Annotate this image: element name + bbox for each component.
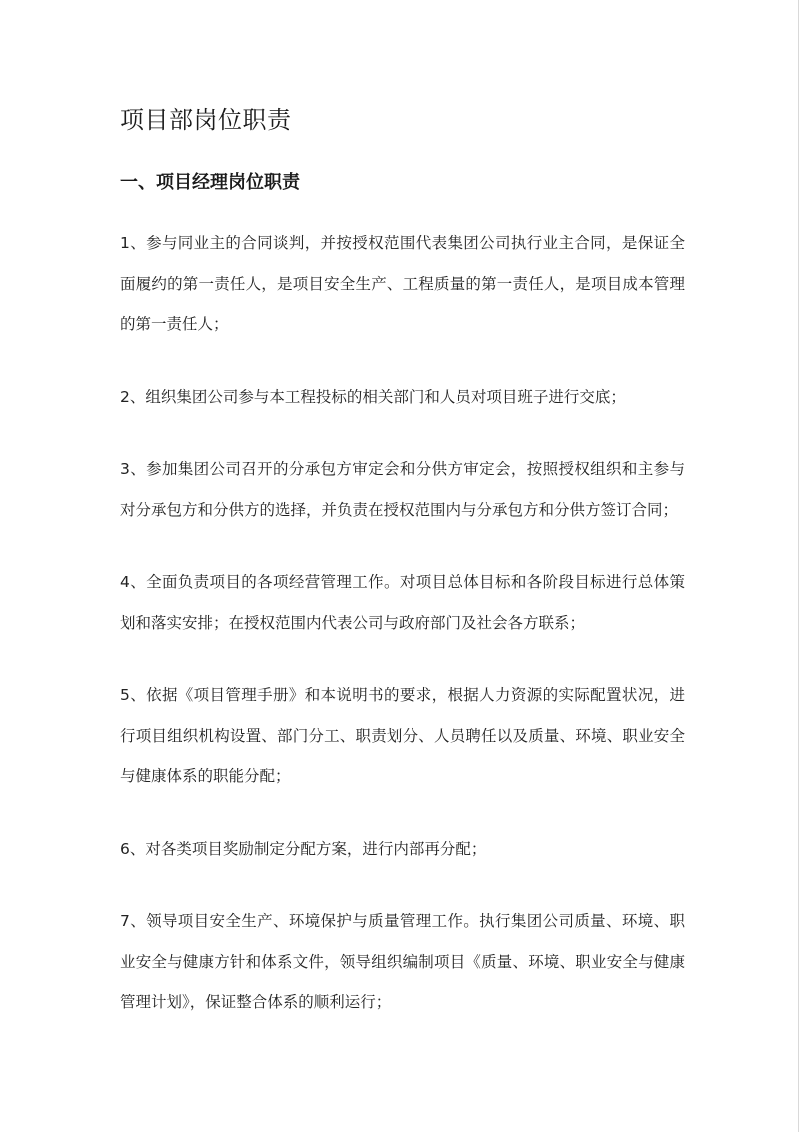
duty-list	[120, 223, 685, 1055]
list-item: 1、参与同业主的合同谈判，并按授权范围代表集团公司执行业主合同，是保证全面履约的第一责任人，是项目安全生产、工程质量的第一责任人，是项目成本管理的第一责任人；	[120, 234, 685, 333]
list-item: 6、对各类项目奖励制定分配方案，进行内部再分配；	[120, 839, 487, 858]
page-edge-divider	[798, 0, 799, 1132]
page-title: 项目部岗位职责	[120, 106, 292, 134]
list-item: 2、组织集团公司参与本工程投标的相关部门和人员对项目班子进行交底；	[120, 387, 626, 406]
list-item: 5、依据《项目管理手册》和本说明书的要求，根据人力资源的实际配置状况，进行项目组织机构设置、部门分工、职责划分、人员聘任以及质量、环境、职业安全与健康体系的职能分配；	[120, 686, 685, 785]
section-heading: 一、项目经理岗位职责	[120, 172, 300, 193]
list-item: 4、全面负责项目的各项经营管理工作。对项目总体目标和各阶段目标进行总体策划和落实安排；在授权范围内代表公司与政府部门及社会各方联系；	[120, 573, 685, 632]
list-item: 7、领导项目安全生产、环境保护与质量管理工作。执行集团公司质量、环境、职业安全与健康方针和体系文件，领导组织编制项目《质量、环境、职业安全与健康管理计划》，保证整合体系的顺利运行；	[120, 912, 685, 1011]
list-item: 3、参加集团公司召开的分承包方审定会和分供方审定会，按照授权组织和主参与对分承包方和分供方的选择，并负责在授权范围内与分承包方和分供方签订合同；	[120, 460, 685, 519]
